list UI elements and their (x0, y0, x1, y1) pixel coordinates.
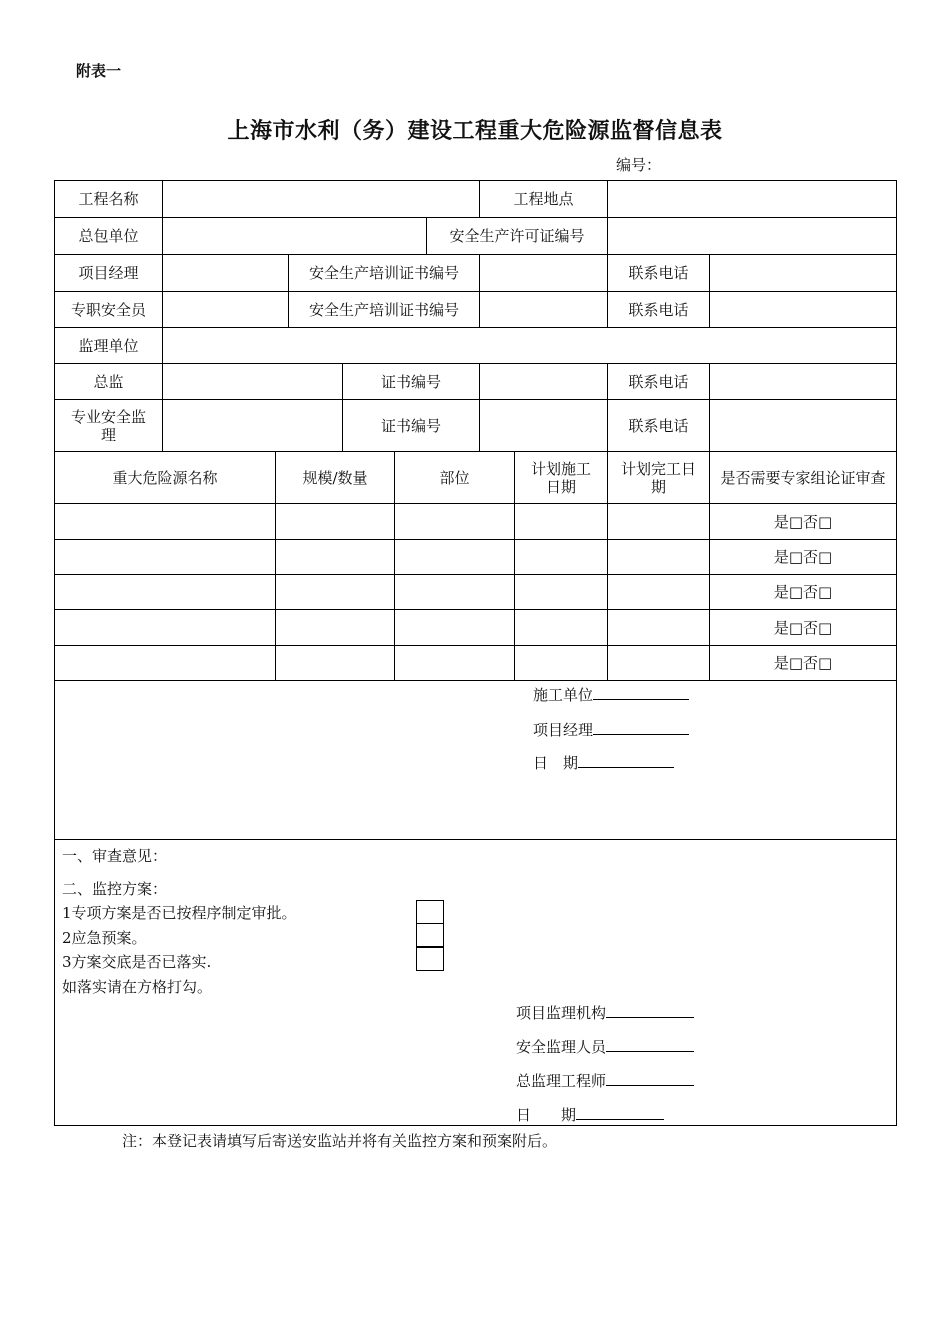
project-location-label: 工程地点 (513, 190, 574, 208)
supervision-org-signature[interactable] (516, 1002, 694, 1023)
so-contact-phone-field[interactable] (710, 292, 896, 327)
chief-supervisor-label: 总监 (93, 372, 124, 391)
so-training-cert-field[interactable] (480, 292, 607, 327)
safety-license-label: 安全生产许可证编号 (449, 227, 585, 245)
footer-note: 注：本登记表请填写后寄送安监站并将有关监控方案和预案附后。 (122, 1132, 558, 1150)
scale-quantity-header: 规模/数量 (302, 468, 368, 487)
safety-officer-label: 专职安全员 (70, 300, 146, 319)
cs-cert-no-field[interactable] (480, 364, 607, 399)
attachment-label: 附表一 (76, 62, 122, 80)
hazard-name-header: 重大危险源名称 (112, 468, 218, 487)
form-number-label: 编号： (616, 156, 662, 174)
construction-unit-signature[interactable] (533, 684, 689, 705)
so-training-cert-label: 安全生产培训证书编号 (308, 300, 459, 319)
safety-supervisor-field[interactable] (163, 400, 342, 451)
project-name-label: 工程名称 (78, 190, 139, 208)
construction-unit-label: 施工单位 (533, 686, 594, 704)
page-title: 上海市水利（务）建设工程重大危险源监督信息表 (227, 119, 723, 144)
project-manager-label: 项目经理 (78, 264, 139, 282)
safety-officer-field[interactable] (163, 292, 288, 327)
review-date-label: 日 期 (516, 1106, 577, 1124)
project-manager-sign-label: 项目经理 (533, 721, 594, 739)
expert-review-checkbox[interactable]: 是□否□ (773, 654, 833, 672)
safety-license-field[interactable] (608, 218, 896, 254)
pm-training-cert-field[interactable] (480, 255, 607, 291)
expert-review-checkbox[interactable]: 是□否□ (773, 583, 833, 601)
planned-start-header: 计划施工日期 (530, 459, 591, 496)
general-contractor-label: 总包单位 (78, 227, 139, 245)
project-name-field[interactable] (163, 181, 479, 217)
supervision-org-label: 项目监理机构 (516, 1004, 607, 1022)
expert-review-checkbox[interactable]: 是□否□ (773, 618, 833, 637)
supervision-unit-field[interactable] (163, 328, 896, 363)
cs-cert-no-label: 证书编号 (380, 372, 441, 391)
plan-item-2-checkbox[interactable] (416, 923, 444, 947)
pm-training-cert-label: 安全生产培训证书编号 (308, 264, 459, 282)
safety-supervisor-label: 专业安全监理 (70, 407, 146, 444)
applicant-date-label: 日 期 (533, 754, 579, 772)
cs-contact-phone-field[interactable] (710, 364, 896, 399)
expert-review-header: 是否需要专家组论证审查 (720, 468, 886, 487)
plan-item-2: 2应急预案。 (62, 929, 147, 947)
project-manager-field[interactable] (163, 255, 288, 291)
monitoring-plan-label: 二、监控方案： (62, 880, 168, 898)
cs-contact-phone-label: 联系电话 (628, 372, 689, 391)
check-instruction: 如落实请在方格打勾。 (62, 978, 213, 996)
pm-contact-phone-field[interactable] (710, 255, 896, 291)
chief-supervisor-field[interactable] (163, 364, 342, 399)
plan-item-3-checkbox[interactable] (416, 947, 444, 971)
supervision-unit-label: 监理单位 (78, 336, 139, 355)
location-header: 部位 (439, 468, 470, 487)
plan-item-1-checkbox[interactable] (416, 900, 444, 924)
project-manager-signature[interactable] (533, 719, 689, 740)
review-date[interactable] (516, 1104, 664, 1125)
review-opinion-label: 一、审查意见： (62, 847, 168, 865)
chief-engineer-signature[interactable] (516, 1070, 694, 1091)
expert-review-checkbox[interactable]: 是□否□ (773, 548, 833, 566)
general-contractor-field[interactable] (163, 218, 426, 254)
applicant-date[interactable] (533, 752, 674, 773)
safety-supervisor-sign-label: 安全监理人员 (516, 1038, 607, 1056)
pm-contact-phone-label: 联系电话 (628, 264, 689, 282)
safety-supervisor-signature[interactable] (516, 1036, 694, 1057)
chief-engineer-label: 总监理工程师 (516, 1072, 607, 1090)
ss-cert-no-field[interactable] (480, 400, 607, 451)
so-contact-phone-label: 联系电话 (628, 300, 689, 319)
ss-contact-phone-label: 联系电话 (628, 416, 689, 435)
plan-item-1: 1专项方案是否已按程序制定审批。 (62, 904, 297, 922)
expert-review-checkbox[interactable]: 是□否□ (773, 512, 833, 531)
planned-finish-header: 计划完工日期 (620, 459, 696, 496)
project-location-field[interactable] (608, 181, 896, 217)
plan-item-3: 3方案交底是否已落实. (62, 953, 212, 971)
ss-contact-phone-field[interactable] (710, 400, 896, 451)
ss-cert-no-label: 证书编号 (380, 416, 441, 435)
